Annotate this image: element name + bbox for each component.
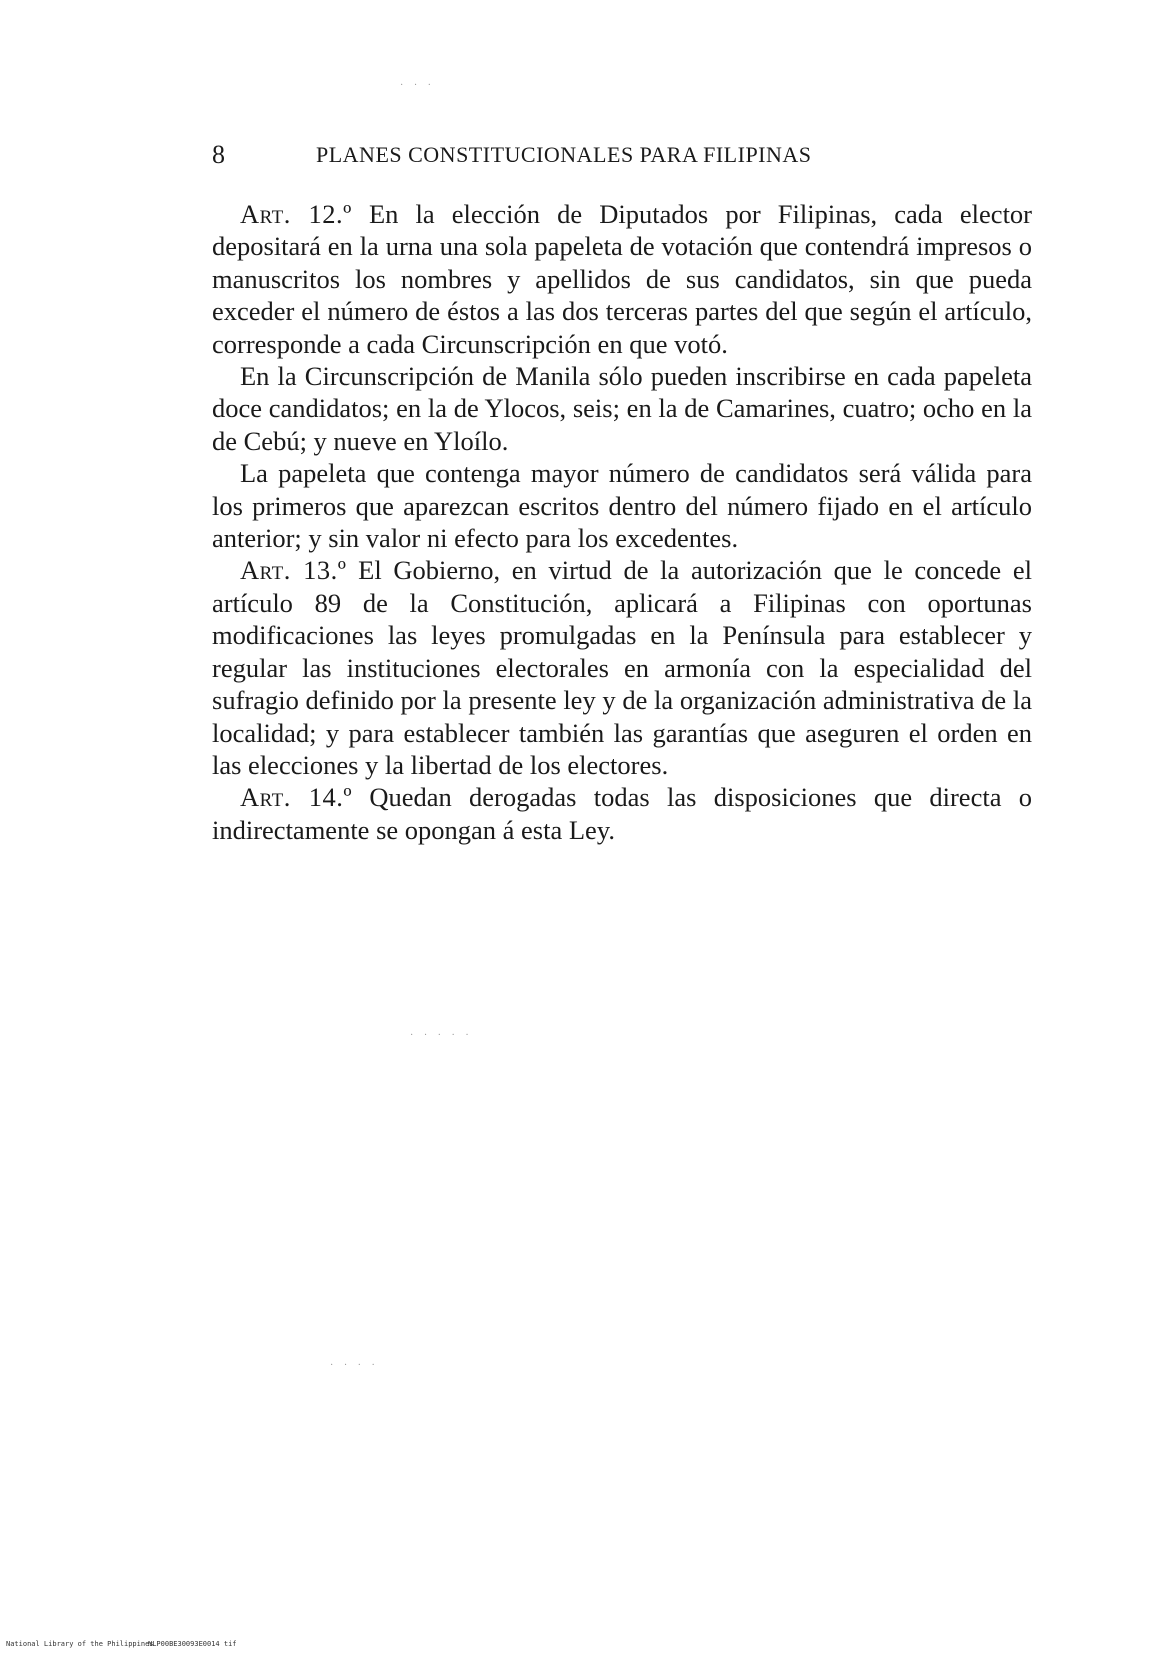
footer-library: National Library of the Philippines [6, 1640, 154, 1648]
article-12-text: En la elección de Diputados por Filipinas, cada elector depositará en la urna una sola papeleta de votación que contendrá impresos o manuscritos los nombres y apellidos de sus candidatos, sin que pueda exceder el número de éstos a las dos terceras partes del que según el artículo, corresponde a cada Circunscripción en que votó. [212, 199, 1033, 359]
scan-speckle: · · · [400, 80, 435, 91]
article-12-paragraph-2 [212, 360, 1032, 457]
article-13-label: Art. 13.º [240, 555, 347, 586]
article-12-paragraph [212, 198, 1032, 360]
article-14-paragraph [212, 781, 1032, 846]
article-12-text-3: La papeleta que contenga mayor número de candidatos será válida para los primeros que aparezcan escritos dentro del número fijado en el artículo anterior; y sin valor ni efecto para los excedentes. [212, 458, 1032, 554]
page-number: 8 [212, 140, 225, 169]
footer-code: NLP00BE30093E0014 tif [148, 1640, 237, 1648]
scan-speckle: · · · · [330, 1360, 379, 1371]
article-14-text: Quedan derogadas todas las disposiciones que directa o indirectamente se opongan á esta Ley. [212, 782, 1033, 845]
article-12-text-2: En la Circunscripción de Manila sólo pueden inscribirse en cada papeleta doce candidatos; en la de Ylocos, seis; en la de Camarines, cuatro; ocho en la de Cebú; y nueve en Yloílo. [212, 361, 1032, 456]
article-12-paragraph-3 [212, 457, 1032, 554]
scan-speckle: · · · · · [410, 1030, 473, 1041]
body-text [212, 198, 1032, 846]
page-header [212, 140, 912, 180]
running-title: PLANES CONSTITUCIONALES PARA FILIPINAS [316, 142, 812, 167]
article-13-text: El Gobierno, en virtud de la autorización que le concede el artículo 89 de la Constitución, aplicará a Filipinas con oportunas modificaciones las leyes promulgadas en la Península para establecer y regular las instituciones electorales en armonía con la especialidad del sufragio definido por la presente ley y de la organización administrativa de la localidad; y para establecer también las garantías que aseguren el orden en las elecciones y la libertad de los electores. [212, 555, 1033, 780]
article-13-paragraph [212, 554, 1032, 781]
article-12-label: Art. 12.º [240, 199, 352, 229]
article-14-label: Art. 14.º [240, 782, 353, 813]
